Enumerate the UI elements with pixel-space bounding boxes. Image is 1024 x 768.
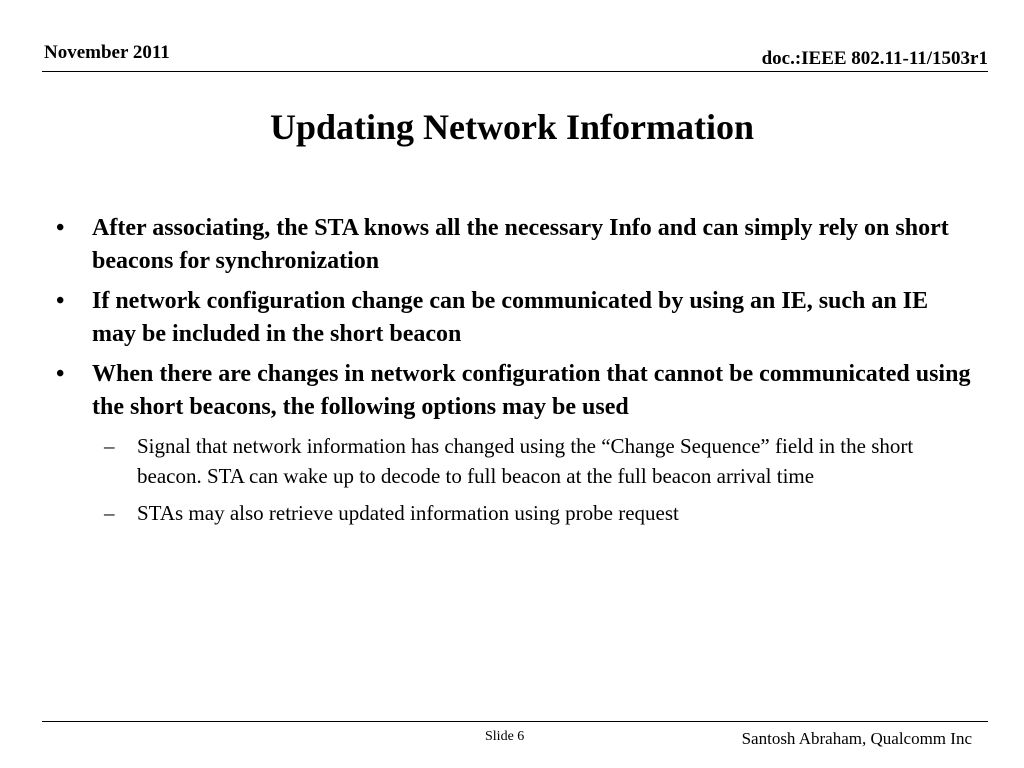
sub-bullet-item <box>56 431 976 491</box>
bullet-text: If network configuration change can be communicated by using an IE, such an IE may be included in the short beacon <box>92 288 929 347</box>
slide-body <box>56 212 976 535</box>
header-doc-id: doc.:IEEE 802.11-11/1503r1 <box>761 48 988 69</box>
bullet-text: After associating, the STA knows all the necessary Info and can simply rely on short beacons for synchronization <box>92 215 949 274</box>
bullet-item <box>56 285 976 351</box>
bullet-mark: • <box>56 361 65 387</box>
sub-bullet-item <box>56 498 976 528</box>
sub-bullet-mark: – <box>104 434 115 458</box>
bullet-item <box>56 358 976 424</box>
bullet-text: When there are changes in network configuration that cannot be communicated using the short beacons, the following options may be used <box>92 361 971 420</box>
footer-author: Santosh Abraham, Qualcomm Inc <box>741 729 972 748</box>
sub-bullet-text: Signal that network information has changed using the “Change Sequence” field in the short beacon. STA can wake up to decode to full beacon at the full beacon arrival time <box>137 434 914 488</box>
bullet-mark: • <box>56 288 65 314</box>
bullet-item <box>56 212 976 278</box>
header-date: November 2011 <box>44 42 170 63</box>
sub-bullet-mark: – <box>104 501 115 525</box>
slide-title: Updating Network Information <box>269 107 754 147</box>
footer-divider <box>42 721 988 722</box>
sub-bullet-text: STAs may also retrieve updated information using probe request <box>137 501 679 525</box>
slide-number: Slide 6 <box>485 729 525 744</box>
header-divider <box>42 71 988 72</box>
bullet-mark: • <box>56 215 65 241</box>
